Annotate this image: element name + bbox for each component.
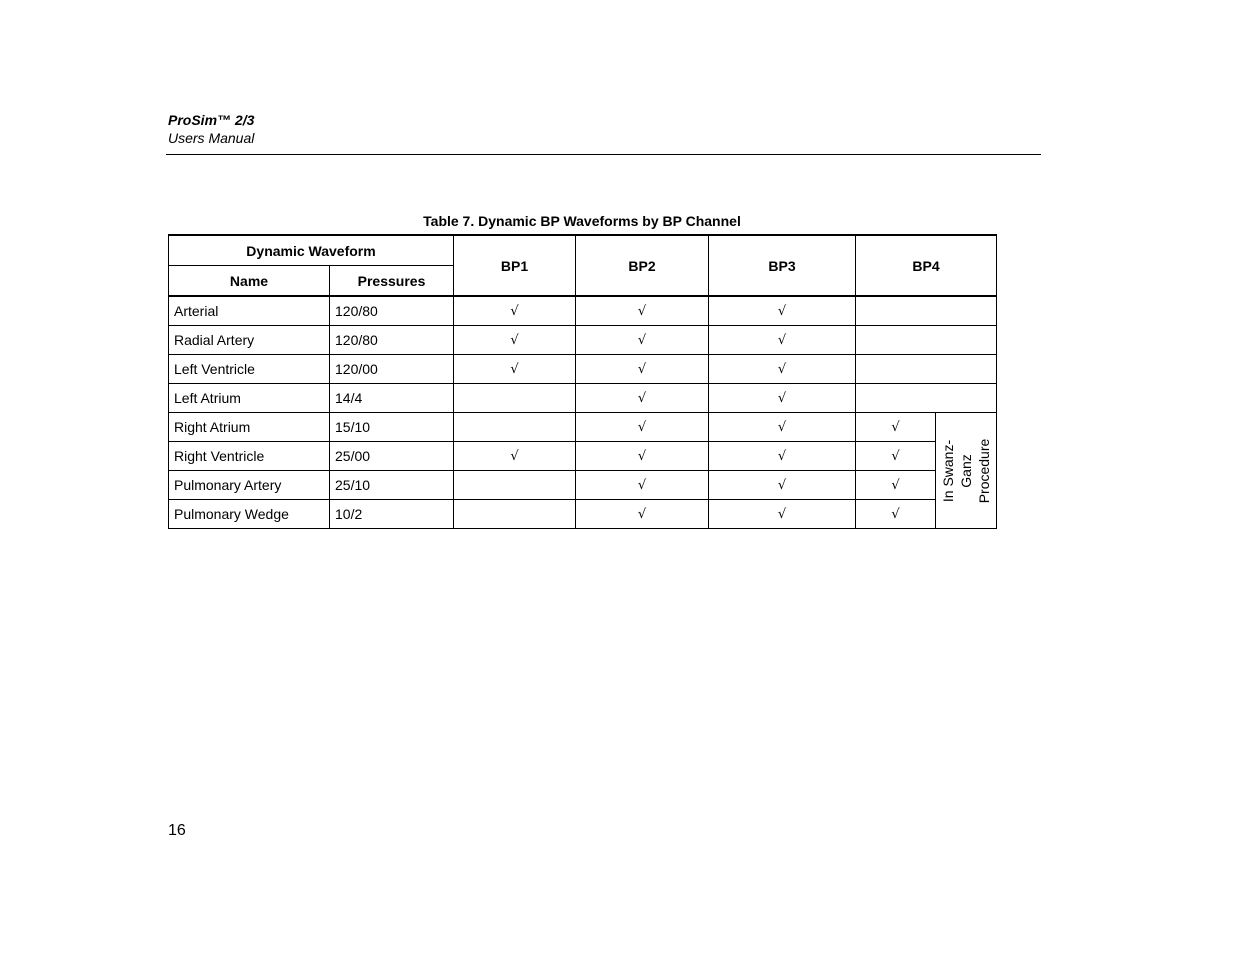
bp3-header: BP3 <box>709 235 856 296</box>
bp1-check: √ <box>454 442 576 471</box>
bp4-check: √ <box>856 442 936 471</box>
page-number: 16 <box>168 822 186 839</box>
waveform-name: Pulmonary Wedge <box>169 500 330 529</box>
waveform-name: Left Ventricle <box>169 355 330 384</box>
dynamic-waveform-header: Dynamic Waveform <box>169 235 454 266</box>
bp4-check: √ <box>856 500 936 529</box>
bp1-check: √ <box>454 326 576 355</box>
bp3-check: √ <box>709 326 856 355</box>
bp1-check <box>454 500 576 529</box>
waveform-pressures: 120/80 <box>330 296 454 326</box>
waveform-pressures: 14/4 <box>330 384 454 413</box>
bp1-check: √ <box>454 355 576 384</box>
bp3-check: √ <box>709 355 856 384</box>
bp4-check <box>856 384 997 413</box>
table-row <box>169 296 997 326</box>
waveform-name: Arterial <box>169 296 330 326</box>
bp1-check <box>454 471 576 500</box>
table-row <box>169 413 997 442</box>
bp2-header: BP2 <box>576 235 709 296</box>
bp1-check <box>454 384 576 413</box>
swan-ganz-note <box>936 413 997 529</box>
product-title: ProSim™ 2/3 <box>168 112 255 128</box>
header-rule <box>166 154 1041 155</box>
waveform-name: Radial Artery <box>169 326 330 355</box>
bp4-check <box>856 296 997 326</box>
bp4-check: √ <box>856 471 936 500</box>
table-row <box>169 355 997 384</box>
waveform-name: Right Atrium <box>169 413 330 442</box>
bp3-check: √ <box>709 500 856 529</box>
table-row <box>169 326 997 355</box>
waveform-name: Pulmonary Artery <box>169 471 330 500</box>
table-row <box>169 384 997 413</box>
bp3-check: √ <box>709 413 856 442</box>
name-header: Name <box>169 266 330 297</box>
waveform-pressures: 15/10 <box>330 413 454 442</box>
bp4-check <box>856 326 997 355</box>
waveform-pressures: 10/2 <box>330 500 454 529</box>
bp4-check <box>856 355 997 384</box>
waveform-pressures: 120/00 <box>330 355 454 384</box>
bp1-header: BP1 <box>454 235 576 296</box>
waveform-pressures: 120/80 <box>330 326 454 355</box>
bp-waveform-table <box>168 234 997 529</box>
bp2-check: √ <box>576 296 709 326</box>
bp1-check <box>454 413 576 442</box>
running-header <box>168 111 254 147</box>
waveform-name: Right Ventricle <box>169 442 330 471</box>
manual-title: Users Manual <box>168 130 255 146</box>
bp3-check: √ <box>709 384 856 413</box>
table-row <box>169 471 997 500</box>
bp2-check: √ <box>576 500 709 529</box>
bp3-check: √ <box>709 471 856 500</box>
bp1-check: √ <box>454 296 576 326</box>
table-caption: Table 7. Dynamic BP Waveforms by BP Channel <box>423 213 741 229</box>
bp2-check: √ <box>576 384 709 413</box>
bp2-check: √ <box>576 326 709 355</box>
table-row <box>169 442 997 471</box>
pressures-header: Pressures <box>330 266 454 297</box>
bp2-check: √ <box>576 471 709 500</box>
bp2-check: √ <box>576 355 709 384</box>
waveform-pressures: 25/10 <box>330 471 454 500</box>
bp4-header: BP4 <box>856 235 997 296</box>
waveform-name: Left Atrium <box>169 384 330 413</box>
bp4-check: √ <box>856 413 936 442</box>
bp3-check: √ <box>709 442 856 471</box>
bp2-check: √ <box>576 413 709 442</box>
waveform-pressures: 25/00 <box>330 442 454 471</box>
table-row <box>169 500 997 529</box>
bp3-check: √ <box>709 296 856 326</box>
bp2-check: √ <box>576 442 709 471</box>
swan-ganz-note-text: In Swanz- Ganz Procedure <box>940 438 993 503</box>
